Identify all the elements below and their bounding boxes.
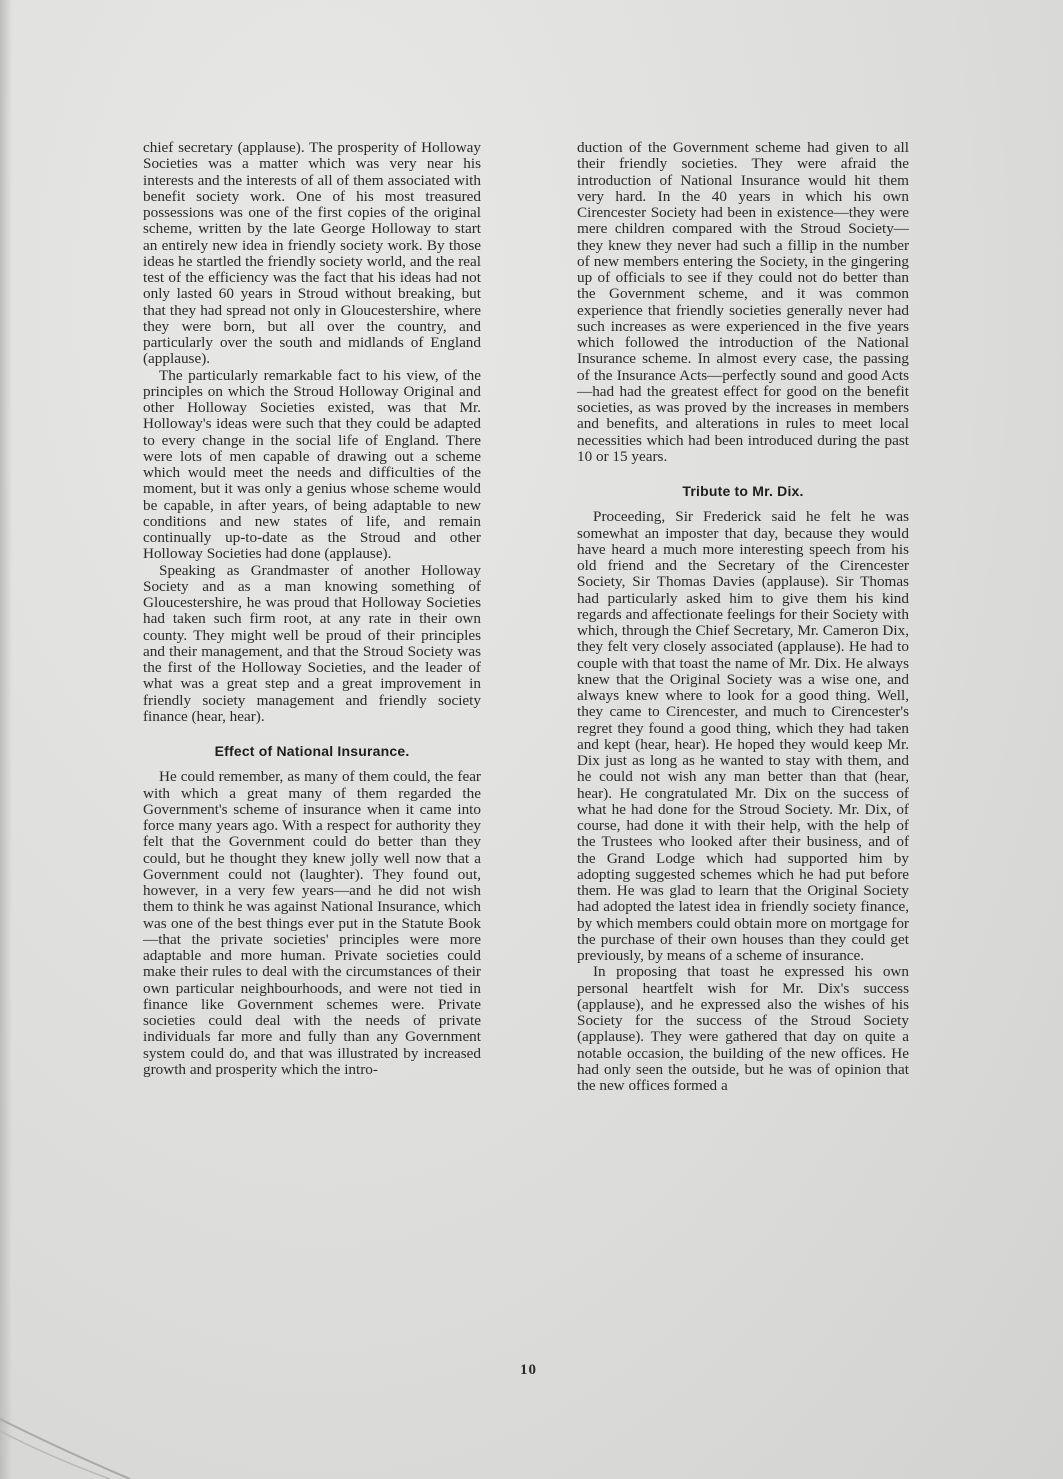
paragraph: Speaking as Grandmaster of another Holloway Society and as a man knowing something of Gloucestershire, he was proud that Holloway Societies had taken such firm root, at any rate in their own county. They might well be proud of their principles and their management, and that the Stroud Society was the first of the Holloway Societies, and the leader of what was a great step and a great improvement in friendly society management and friendly society finance (hear, hear). [143, 561, 481, 725]
paragraph: He could remember, as many of them could, the fear with which a great many of them regarded the Government's scheme of insurance when it came into force many years ago. With a respect for authority they felt that the Government could do better than they could, but he thought they knew jolly well now that a Government could not (laughter). They found out, however, in a very few years—and he did not wish them to think he was against National Insurance, which was one of the best things ever put in the Statute Book—that the private societies' principles were more adaptable and more human. Private societies could make their rules to deal with the circumstances of their own particular neighbourhoods, and were not tied in finance like Government schemes were. Private societies could deal with the needs of private individuals far more and fully than any Government system could do, and that was illustrated by increased growth and prosperity which the intro- [143, 768, 481, 1078]
paragraph: duction of the Government scheme had given to all their friendly societies. They were afraid the introduction of National Insurance would hit them very hard. In the 40 years in which his own Cirencester Society had been in existence—they were mere children compared with the Stroud Society—they knew they never had such a fillip in the number of new members entering the Society, in the gingering up of officials to see if they could not do better than the Government scheme, and it was common experience that friendly societies generally never had such increases as were experienced in the five years which followed the introduction of the National Insurance scheme. In almost every case, the passing of the Insurance Acts—perfectly sound and good Acts—had had the greatest effect for good on the benefit societies, as was proved by the increases in members and benefits, and alterations in rules to meet local necessities which had been introduced during the past 10 or 15 years. [577, 139, 909, 465]
paragraph: In proposing that toast he expressed his own personal heartfelt wish for Mr. Dix's success (applause), and he expressed also the wishes of his Society for the success of the Stroud Society (applause). They were gathered that day on quite a notable occasion, the building of the new offices. He had only seen the outside, but he was of opinion that the new offices formed a [577, 963, 909, 1094]
paper-crease [0, 1409, 130, 1479]
page-number: 10 [520, 1362, 537, 1378]
paragraph: Proceeding, Sir Frederick said he felt he was somewhat an imposter that day, because they would have heard a much more interesting speech from his old friend and the Secretary of the Cirencester Society, Sir Thomas Davies (applause). Sir Thomas had particularly asked him to give them his kind regards and affectionate feelings for their Society with which, through the Chief Secretary, Mr. Cameron Dix, they felt very closely associated (applause). He had to couple with that toast the name of Mr. Dix. He always knew that the Original Society was a wise one, and always knew where to look for a good thing. Well, they came to Cirencester, and much to Cirencester's regret they found a good thing, which they had taken and kept (hear, hear). He hoped they would keep Mr. Dix just as long as he wanted to stay with them, and he could not wish any man better than that (hear, hear). He congratulated Mr. Dix on the success of what he had done for the Stroud Society. Mr. Dix, of course, had done it with their help, with the help of the Trustees who looked after their business, and of the Grand Lodge which had supported him by adopting suggested schemes which he had put before them. He was glad to learn that the Original Society had adopted the latest idea in friendly society finance, by which members could obtain more on mortgage for the purchase of their own houses than they could get previously, by means of a scheme of insurance. [577, 508, 909, 964]
page-edge-shadow [0, 0, 12, 1479]
left-column [143, 140, 481, 1078]
right-column [577, 140, 909, 1094]
section-heading: Effect of National Insurance. [214, 743, 410, 759]
section-heading: Tribute to Mr. Dix. [682, 483, 804, 499]
paragraph: The particularly remarkable fact to his view, of the principles on which the Stroud Holloway Original and other Holloway Societies existed, was that Mr. Holloway's ideas were such that they could be adapted to every change in the social life of England. There were lots of men capable of drawing out a scheme which would meet the needs and difficulties of the moment, but it was only a genius whose scheme would be capable, in after years, of being adaptable to new conditions and new states of life, and remain continually up-to-date as the Stroud and other Holloway Societies had done (applause). [143, 366, 481, 563]
paragraph: chief secretary (applause). The prosperity of Holloway Societies was a matter which was very near his interests and the interests of all of them associated with benefit society work. One of his most treasured possessions was one of the first copies of the original scheme, written by the late George Holloway to start an entirely new idea in friendly society work. By those ideas he startled the friendly society world, and the real test of the efficiency was the fact that his ideas had not only lasted 60 years in Stroud without breaking, but that they had spread not only in Gloucestershire, where they were born, but all over the country, and particularly over the south and midlands of England (applause). [143, 139, 481, 368]
